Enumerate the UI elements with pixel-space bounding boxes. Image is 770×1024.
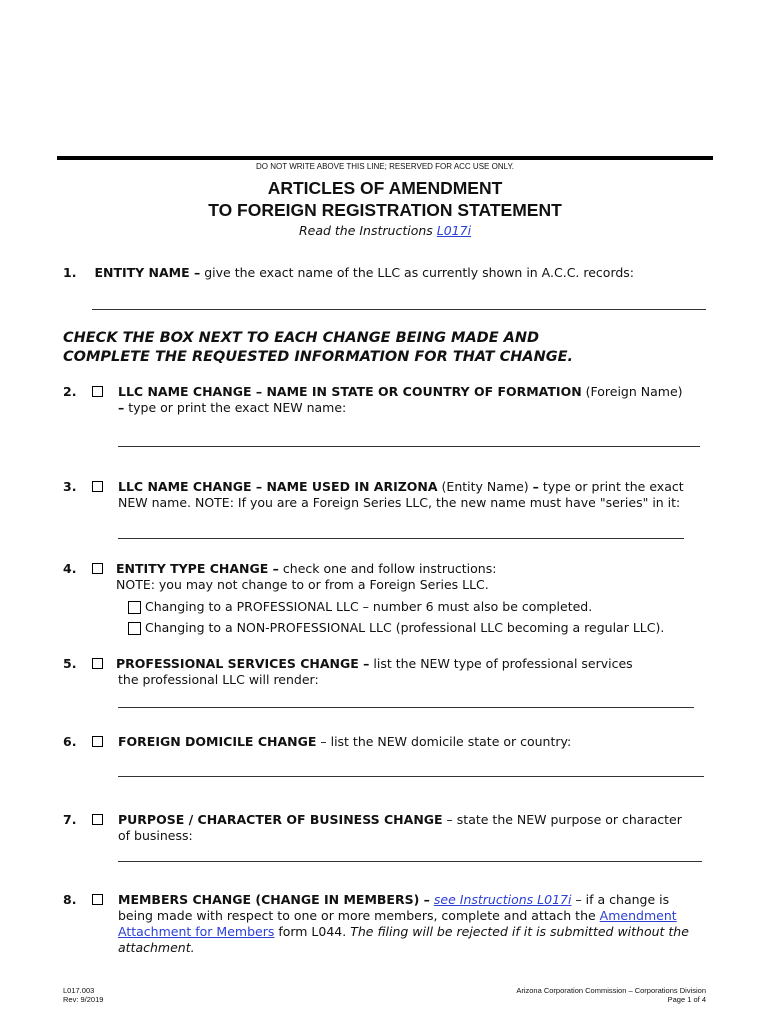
form-code: L017.003	[63, 986, 95, 995]
section-2-line2	[118, 400, 346, 416]
section-1-label: ENTITY NAME –	[94, 265, 201, 280]
section-7-number: 7.	[63, 812, 77, 827]
section-4-checkbox[interactable]	[92, 563, 103, 574]
amendment-attachment-link-part2[interactable]: Attachment for Members	[118, 924, 275, 939]
section-8-number: 8.	[63, 892, 77, 907]
section-7-text: – state the NEW purpose or character	[442, 812, 682, 827]
section-3-suffix2: type or print the exact	[538, 479, 684, 494]
section-6-text: – list the NEW domicile state or country:	[316, 734, 572, 749]
instruction-heading-line2: COMPLETE THE REQUESTED INFORMATION FOR THAT CHANGE.	[63, 349, 574, 365]
read-instructions	[0, 223, 770, 238]
form-title-line1: ARTICLES OF AMENDMENT	[267, 178, 503, 198]
section-3-checkbox[interactable]	[92, 481, 103, 492]
instructions-link[interactable]: L017i	[436, 223, 472, 238]
section-1	[63, 265, 634, 281]
section-7-label: PURPOSE / CHARACTER OF BUSINESS CHANGE	[118, 812, 443, 827]
foreign-name-field[interactable]	[118, 446, 700, 447]
reserved-divider	[57, 156, 713, 160]
section-1-number: 1.	[63, 265, 77, 280]
section-6-label: FOREIGN DOMICILE CHANGE	[118, 734, 317, 749]
section-2-number: 2.	[63, 384, 77, 399]
page-number: Page 1 of 4	[667, 995, 706, 1004]
section-4-line1	[116, 561, 496, 577]
professional-llc-checkbox[interactable]	[128, 601, 141, 614]
section-3-line1	[118, 479, 684, 495]
non-professional-llc-checkbox[interactable]	[128, 622, 141, 635]
section-2-label: LLC NAME CHANGE – NAME IN STATE OR COUNTRY OF FORMATION	[118, 384, 582, 399]
section-8-rejection-warning: The filing will be rejected if it is submitted without the	[350, 924, 689, 939]
section-1-text: give the exact name of the LLC as currently shown in A.C.C. records:	[200, 265, 635, 280]
section-5-text: list the NEW type of professional services	[369, 656, 633, 671]
section-4-note: NOTE: you may not change to or from a Foreign Series LLC.	[116, 577, 489, 592]
section-8-line2	[118, 908, 677, 924]
professional-services-field[interactable]	[118, 707, 694, 708]
section-3-dash: –	[532, 479, 539, 494]
section-2-line2-text: type or print the exact NEW name:	[124, 400, 347, 415]
foreign-domicile-field[interactable]	[118, 776, 704, 777]
section-4-number: 4.	[63, 561, 77, 576]
section-4-text: check one and follow instructions:	[278, 561, 497, 576]
section-7-line2: of business:	[118, 828, 193, 843]
section-6-line1	[118, 734, 571, 750]
section-8-text1: – if a change is	[571, 892, 670, 907]
agency-name: Arizona Corporation Commission – Corporations Division	[516, 986, 706, 995]
section-5-number: 5.	[63, 656, 77, 671]
section-8-line1	[118, 892, 669, 908]
form-revision: Rev: 9/2019	[63, 995, 104, 1004]
section-8-line3-text: form L044.	[274, 924, 351, 939]
section-6-number: 6.	[63, 734, 77, 749]
non-professional-llc-option: Changing to a NON-PROFESSIONAL LLC (professional LLC becoming a regular LLC).	[145, 620, 665, 635]
section-5-line2: the professional LLC will render:	[118, 672, 319, 687]
section-3-suffix: (Entity Name)	[437, 479, 533, 494]
section-3-label: LLC NAME CHANGE – NAME USED IN ARIZONA	[118, 479, 438, 494]
section-6-checkbox[interactable]	[92, 736, 103, 747]
section-8-checkbox[interactable]	[92, 894, 103, 905]
section-8-label: MEMBERS CHANGE (CHANGE IN MEMBERS) –	[118, 892, 430, 907]
section-2-line1	[118, 384, 683, 400]
section-3-line2: NEW name. NOTE: If you are a Foreign Series LLC, the new name must have "series" in it:	[118, 495, 681, 510]
professional-llc-option: Changing to a PROFESSIONAL LLC – number 6 must also be completed.	[145, 599, 593, 614]
section-7-line1	[118, 812, 682, 828]
section-7-checkbox[interactable]	[92, 814, 103, 825]
form-title-line2: TO FOREIGN REGISTRATION STATEMENT	[208, 200, 562, 220]
section-4-label: ENTITY TYPE CHANGE –	[116, 561, 279, 576]
section-8-line2-text: being made with respect to one or more members, complete and attach the	[118, 908, 600, 923]
amendment-attachment-link-part1[interactable]: Amendment	[599, 908, 677, 923]
business-purpose-field[interactable]	[118, 861, 702, 862]
section-3-number: 3.	[63, 479, 77, 494]
section-2-checkbox[interactable]	[92, 386, 103, 397]
section-2-dash: –	[118, 400, 125, 415]
section-5-label: PROFESSIONAL SERVICES CHANGE –	[116, 656, 370, 671]
section-5-line1	[116, 656, 633, 672]
read-instructions-prefix: Read the Instructions	[298, 223, 437, 238]
section-8-line3	[118, 924, 689, 940]
instruction-heading-line1: CHECK THE BOX NEXT TO EACH CHANGE BEING MADE AND	[63, 330, 540, 346]
section-5-checkbox[interactable]	[92, 658, 103, 669]
section-2-suffix: (Foreign Name)	[581, 384, 683, 399]
reserved-note: DO NOT WRITE ABOVE THIS LINE; RESERVED FOR ACC USE ONLY.	[256, 162, 514, 171]
arizona-name-field[interactable]	[118, 538, 684, 539]
section-8-line4: attachment.	[118, 940, 195, 955]
entity-name-field[interactable]	[92, 309, 706, 310]
section-8-instructions-link[interactable]: see Instructions L017i	[433, 892, 572, 907]
